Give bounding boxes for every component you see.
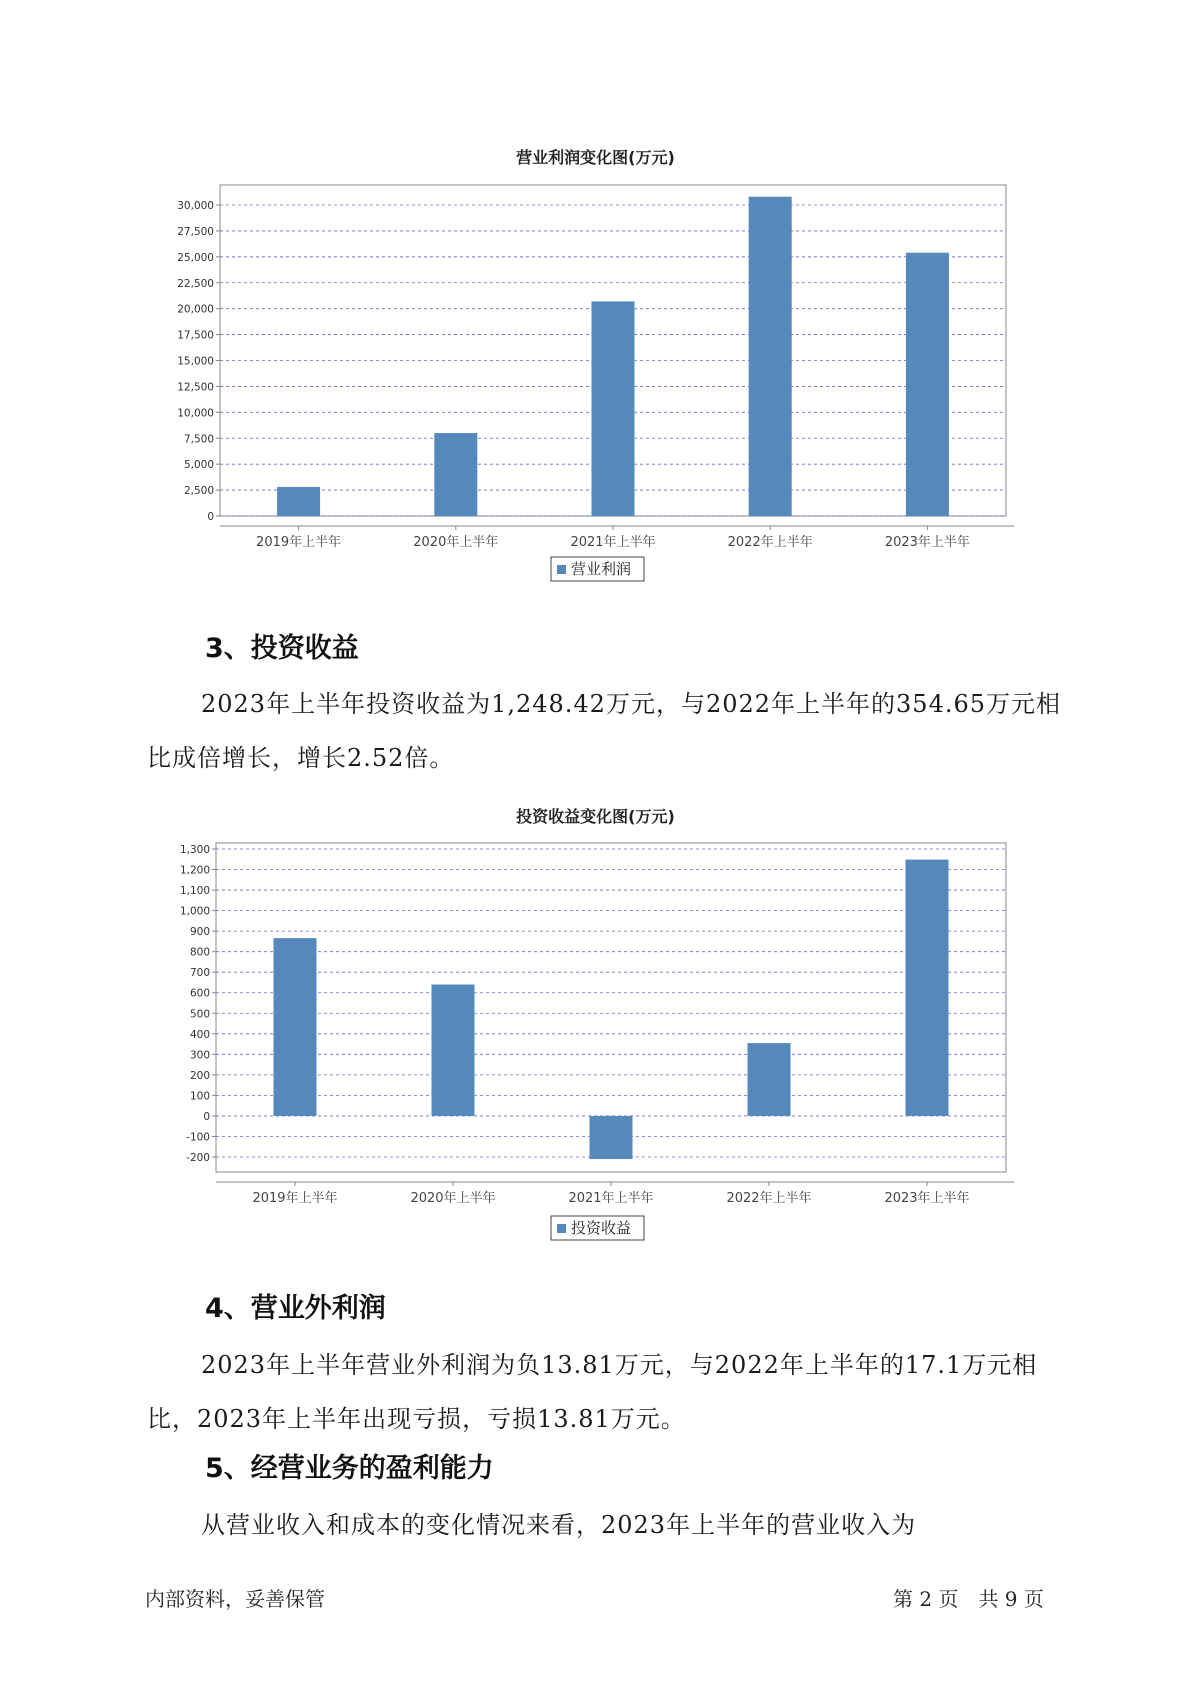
y-tick-label: 900 [189,926,210,939]
y-tick-label: 5,000 [183,459,214,472]
y-tick-label: 15,000 [177,355,214,368]
x-tick-label: 2019年上半年 [256,535,342,550]
bar [906,860,949,1116]
section-4-heading: 4、营业外利润 [205,1293,386,1324]
section-3-paragraph: 2023年上半年投资收益为1,248.42万元，与2022年上半年的354.65万元相比成倍增长，增长2.52倍。 [147,690,1062,772]
legend-label: 营业利润 [571,560,632,578]
x-tick-label: 2022年上半年 [727,535,813,550]
y-tick-label: 7,500 [183,433,214,446]
y-tick-label: 1,300 [179,844,210,856]
y-tick-label: 1,200 [179,864,210,877]
y-tick-label: 25,000 [177,251,214,264]
y-tick-label: 500 [189,1008,210,1021]
y-tick-label: 600 [189,987,210,1000]
bar [748,1043,791,1116]
y-tick-label: 100 [189,1090,210,1103]
y-tick-label: 22,500 [177,277,214,290]
y-tick-label: 0 [207,511,214,523]
bar [432,985,475,1116]
y-tick-label: 200 [189,1069,210,1082]
y-tick-label: 300 [189,1049,210,1062]
legend-label: 投资收益 [571,1219,632,1237]
y-tick-label: 400 [189,1028,210,1041]
bar [590,1116,633,1159]
footer-page-number: 第 2 页 共 9 页 [893,1587,1044,1611]
x-tick-label: 2023年上半年 [884,535,970,550]
y-tick-label: 800 [189,946,210,959]
x-tick-label: 2021年上半年 [570,535,656,550]
y-tick-label: 17,500 [177,329,214,342]
section-5-paragraph: 从营业收入和成本的变化情况来看，2023年上半年的营业收入为 [201,1511,917,1539]
y-tick-label: 20,000 [177,303,214,316]
legend-swatch [557,1224,566,1233]
y-tick-label: 0 [203,1110,210,1123]
section-3-heading: 3、投资收益 [205,633,359,664]
chart2-title: 投资收益变化图(万元) [516,807,675,826]
y-tick-label: 10,000 [177,407,214,420]
x-tick-label: 2020年上半年 [413,535,499,550]
y-tick-label: 30,000 [177,200,214,212]
y-tick-label: 1,100 [179,885,210,898]
section-4-paragraph: 2023年上半年营业外利润为负13.81万元，与2022年上半年的17.1万元相比，2023年上半年出现亏损，亏损13.81万元。 [147,1351,1038,1433]
x-tick-label: 2022年上半年 [726,1191,812,1206]
chart1-title: 营业利润变化图(万元) [516,148,675,167]
x-tick-label: 2023年上半年 [884,1191,970,1206]
y-tick-label: 12,500 [177,381,214,394]
y-tick-label: -100 [186,1131,210,1144]
y-tick-label: 1,000 [179,905,210,918]
y-tick-label: -200 [186,1152,210,1164]
section-5-heading: 5、经营业务的盈利能力 [205,1453,494,1484]
y-tick-label: 27,500 [177,225,214,238]
footer-confidential-note: 内部资料，妥善保管 [145,1587,325,1611]
bar [274,938,317,1116]
x-tick-label: 2020年上半年 [410,1191,496,1206]
x-tick-label: 2019年上半年 [252,1191,338,1206]
y-tick-label: 2,500 [183,485,214,498]
x-tick-label: 2021年上半年 [568,1191,654,1206]
y-tick-label: 700 [189,967,210,980]
